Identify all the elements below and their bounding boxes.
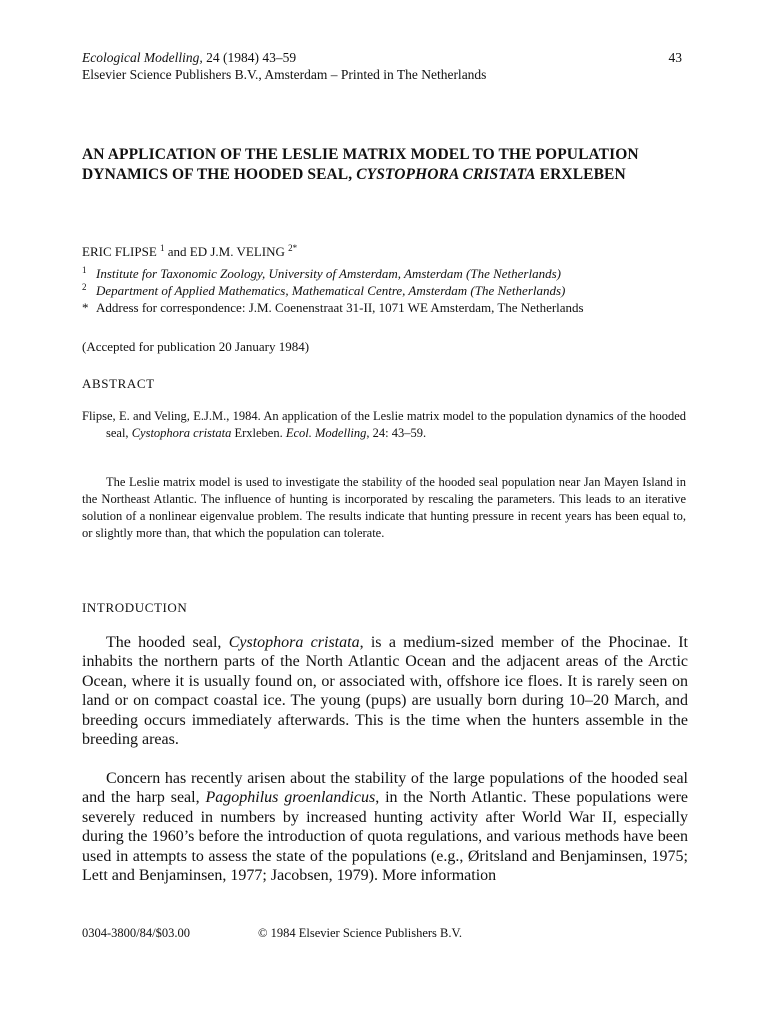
author-1: ERIC FLIPSE <box>82 244 161 259</box>
intro-p1-species: Cystophora cristata <box>228 634 360 651</box>
affiliation-1-mark: 1 <box>82 265 87 275</box>
citation-text-part3: , 24: 43–59. <box>366 426 427 440</box>
abstract-body: The Leslie matrix model is used to investigate the stability of the hooded seal population near Jan Mayen Island in the Northeast Atlantic. The influence of hunting is incorporated by rescaling the parameters. This leads to an iterative solution of a nonlinear eigenvalue problem. The results indicate that hunting pressure in recent years has been equal to, or slightly more than, that which the population can tolerate. <box>82 475 686 540</box>
abstract-citation <box>82 408 686 442</box>
intro-p2-text-part1: Concern has recently arisen about the stability of the large populations of the hooded seal and the harp seal, <box>82 770 688 807</box>
author-2: and ED J.M. VELING <box>164 244 289 259</box>
footer-copyright: © 1984 Elsevier Science Publishers B.V. <box>258 926 463 940</box>
volume-info: 24 (1984) 43–59 <box>202 50 297 65</box>
title-text-part1: AN APPLICATION OF THE LESLIE MATRIX MODEL TO THE POPULATION DYNAMICS OF THE HOODED SEAL, <box>82 146 639 183</box>
author-list <box>82 244 297 260</box>
citation-journal: Ecol. Modelling <box>285 426 367 440</box>
author-2-correspondence-mark: * <box>292 243 298 253</box>
abstract-heading: ABSTRACT <box>82 376 155 391</box>
affiliation-2-mark: 2 <box>82 282 87 292</box>
correspondence-address <box>82 299 686 316</box>
citation-species: Cystophora cristata <box>131 426 232 440</box>
title-text-part2: ERXLEBEN <box>535 166 626 183</box>
author-2-affil-number: 2 <box>288 243 293 253</box>
affiliation-2 <box>82 282 686 299</box>
title-species: CYSTOPHORA CRISTATA <box>356 166 536 183</box>
citation-text-part1: Flipse, E. and Veling, E.J.M., 1984. An application of the Leslie matrix model to the population dynamics of the hooded seal, <box>82 409 686 440</box>
introduction-paragraph-2 <box>82 769 688 885</box>
citation-text-part2: Erxleben. <box>231 426 286 440</box>
page-number: 43 <box>668 50 682 65</box>
author-2-affil-mark <box>288 243 297 253</box>
intro-p1-text-part1: The hooded seal, <box>106 634 229 651</box>
publisher-line: Elsevier Science Publishers B.V., Amsterdam – Printed in The Netherlands <box>82 67 487 82</box>
paper-title <box>82 145 692 185</box>
correspondence-mark: * <box>82 300 89 315</box>
journal-citation-line <box>82 50 622 66</box>
affiliation-2-text: Department of Applied Mathematics, Mathematical Centre, Amsterdam (The Netherlands) <box>96 283 566 298</box>
introduction-heading: INTRODUCTION <box>82 600 188 615</box>
intro-p1-text-part2: , is a medium-sized member of the Phocinae. It inhabits the northern parts of the North Atlantic Ocean and the adjacent areas of the Arctic Ocean, where it is usually found on, or associated with, offshore ice floes. It is rarely seen on land or on compact coastal ice. The young (pups) are usually born during 10–20 March, and breeding occurs immediately afterwards. This is the time when the hunters assemble in the breeding areas. <box>82 634 689 749</box>
journal-name: Ecological Modelling, <box>82 50 203 65</box>
affiliation-1-text: Institute for Taxonomic Zoology, University of Amsterdam, Amsterdam (The Netherlands) <box>96 266 561 281</box>
correspondence-text: Address for correspondence: J.M. Coenenstraat 31-II, 1071 WE Amsterdam, The Netherlands <box>96 300 584 315</box>
affiliation-1 <box>82 265 686 282</box>
intro-p2-text-part2: , in the North Atlantic. These populations were severely reduced in numbers by increased hunting activity after World War II, especially during the 1960’s before the introduction of quota regulations, and various methods have been used in attempts to assess the state of the populations (e.g., Øritsland and Benjaminsen, 1975; Lett and Benjaminsen, 1977; Jacobsen, 1979). More information <box>82 789 689 885</box>
author-1-affil-mark: 1 <box>160 243 165 253</box>
footer-code: 0304-3800/84/$03.00 <box>82 926 190 940</box>
introduction-paragraph-1 <box>82 633 688 749</box>
intro-p2-species: Pagophilus groenlandicus <box>205 789 376 807</box>
accepted-date: (Accepted for publication 20 January 1984) <box>82 339 310 354</box>
